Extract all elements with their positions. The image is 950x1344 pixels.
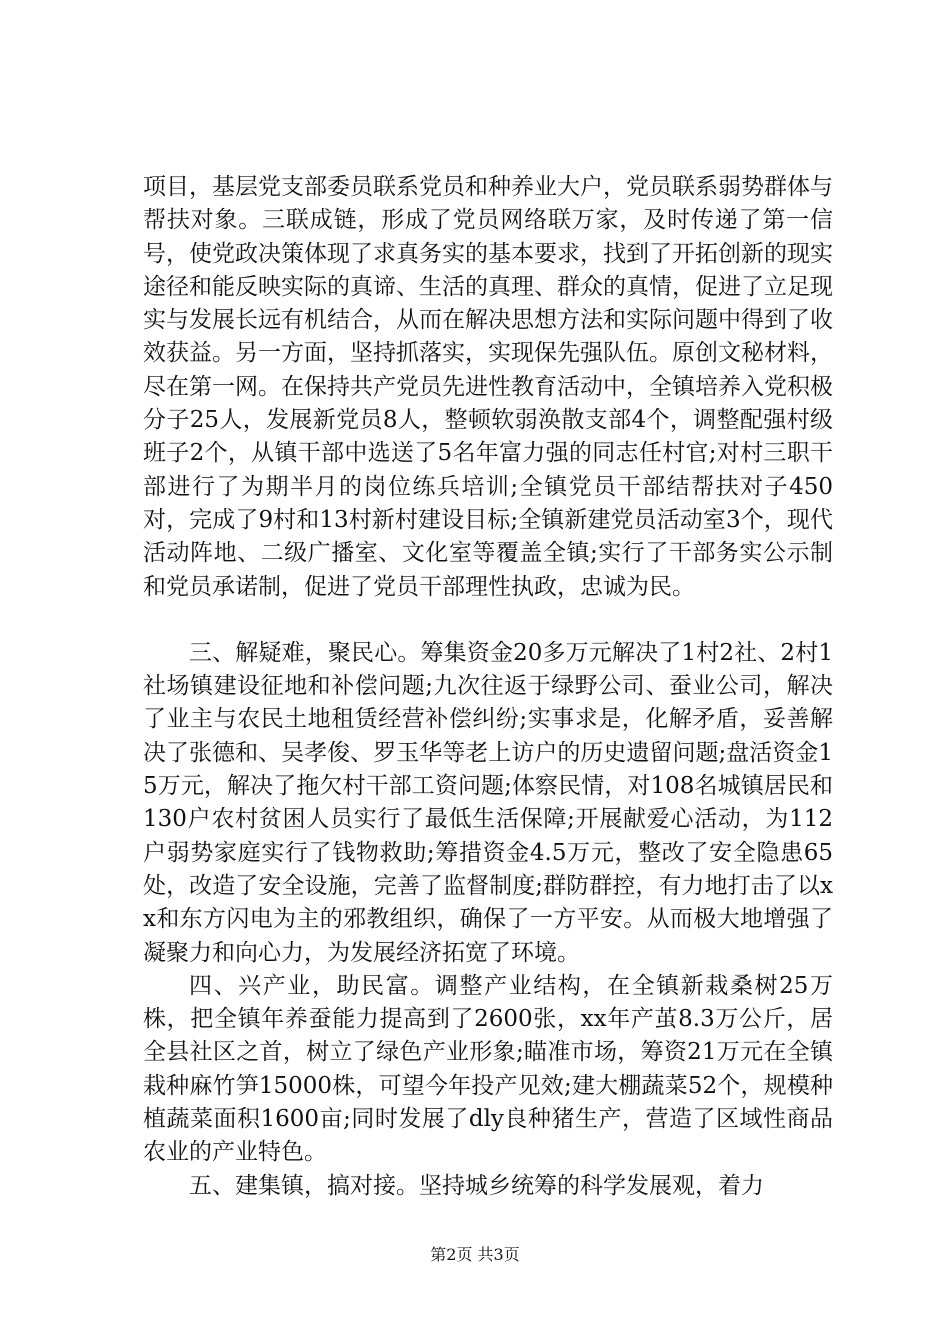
paragraph-gap — [143, 604, 833, 637]
paragraph-section-3: 三、解疑难，聚民心。筹集资金20多万元解决了1村2社、2村1社场镇建设征地和补偿问题;九次往返于绿野公司、蚕业公司，解决了业主与农民土地租赁经营补偿纠纷;实事求是，化解矛盾，妥善解决了张德和、吴孝俊、罗玉华等老上访户的历史遗留问题;盘活资金15万元，解决了拖欠村干部工资问题;体察民情，对108名城镇居民和130户农村贫困人员实行了最低生活保障;开展献爱心活动，为112户弱势家庭实行了钱物救助;筹措资金4.5万元，整改了安全隐患65处，改造了安全设施，完善了监督制度;群防群控，有力地打击了以xx和东方闪电为主的邪教组织，确保了一方平安。从而极大地增强了凝聚力和向心力，为发展经济拓宽了环境。 — [143, 639, 833, 966]
paragraph-section-4: 四、兴产业，助民富。调整产业结构，在全镇新栽桑树25万株，把全镇年养蚕能力提高到了2600张，xx年产茧8.3万公斤，居全县社区之首，树立了绿色产业形象;瞄准市场，筹资21万元在全镇栽种麻竹笋15000株，可望今年投产见效;建大棚蔬菜52个，规模种植蔬菜面积1600亩;同时发展了dly良种猪生产，营造了区域性商品农业的产业特色。 — [143, 972, 833, 1166]
paragraph-continuation: 项目，基层党支部委员联系党员和种养业大户，党员联系弱势群体与帮扶对象。三联成链，形成了党员网络联万家，及时传递了第一信号，使党政决策体现了求真务实的基本要求，找到了开拓创新的现实途径和能反映实际的真谛、生活的真理、群众的真情，促进了立足现实与发展长远有机结合，从而在解决思想方法和实际问题中得到了收效获益。另一方面，坚持抓落实，实现保先强队伍。原创文秘材料，尽在第一网。在保持共产党员先进性教育活动中，全镇培养入党积极分子25人，发展新党员8人，整顿软弱涣散支部4个，调整配强村级班子2个，从镇干部中选送了5名年富力强的同志任村官;对村三职干部进行了为期半月的岗位练兵培训;全镇党员干部结帮扶对子450对，完成了9村和13村新村建设目标;全镇新建党员活动室3个，现代活动阵地、二级广播室、文化室等覆盖全镇;实行了干部务实公示制和党员承诺制，促进了党员干部理性执政，忠诚为民。 — [143, 174, 833, 600]
page-footer: 第2页 共3页 — [430, 1245, 520, 1264]
document-body — [143, 171, 833, 1203]
paragraph-section-5: 五、建集镇，搞对接。坚持城乡统筹的科学发展观，着力 — [189, 1172, 764, 1199]
